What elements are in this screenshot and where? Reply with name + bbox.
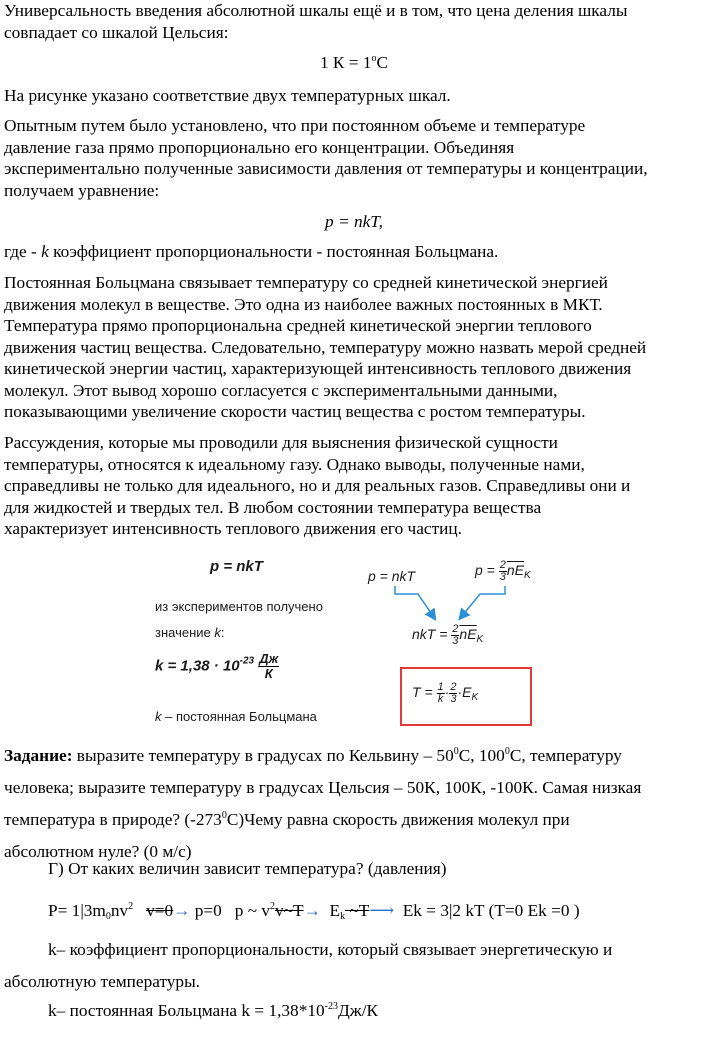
formula-figure — [150, 548, 540, 738]
figure-k-value: $k = 1,38 \cdot 10^{-23}$ $\frac{Дж}{К}$ — [155, 651, 279, 681]
figure-text-experiments: из экспериментов получено — [155, 599, 323, 614]
paragraph-experiment: Опытным путем было установлено, что при постоянном объеме и температуре давление газа прямо пропорционально его концентрации. Объединяя экспериментально полученные зависимости давления от температуры и концентрации, получаем уравнение: — [4, 116, 648, 200]
figure-right-pnkt: p = nkT — [368, 568, 416, 584]
paragraph-scales: На рисунке указано соответствие двух температурных шкал. — [4, 86, 451, 105]
arrow-icon: → — [303, 901, 321, 920]
figure-right-combined: nkT = $\frac{2}{3}$ $\overline{nE}_K$ — [412, 623, 484, 647]
text-line: совпадает со шкалой Цельсия: — [4, 22, 229, 42]
paragraph-question-g: Г) От каких величин зависит температура? (давления) — [48, 859, 447, 878]
paragraph-k-coefficient: k– коэффициент пропорциональности, который связывает энергетическую и абсолютную температуры. — [4, 940, 613, 991]
paragraph-reasoning: Рассуждения, которые мы проводили для выяснения физической сущности температуры, относятся к идеальному газу. Однако выводы, полученные нами, справедливы не только для идеального, но и для реальных газов. Справедливы они и для жидкостей и твердых тел. В любом состоянии температура вещества характеризует интенсивность теплового движения его частиц. — [4, 433, 631, 538]
arrow-icon: ⟶ — [369, 901, 395, 920]
figure-text-boltzmann: k – постоянная Больцмана — [155, 709, 317, 724]
formula-chain: $P= 1|3m_0nv^2$ v=0→ p=0 p ~ $v^2v\sim T\to E_k$ ~T⟶ Ek = 3|2 kT (T=0 Ek =0 ) — [48, 901, 580, 922]
figure-formula-pnkt: p = nkT — [210, 558, 263, 575]
paragraph-intro — [4, 0, 704, 43]
arrow-icon: → — [173, 901, 191, 920]
equation-pnkt: p = nkT, — [325, 212, 383, 231]
paragraph-task: Задание: выразите температуру в градусах по Кельвину – $50^0С$, $100^0С$, температуру человека; выразите температуру в градусах Цельсия – 50К, 100К, -100К. Самая низкая температура в природе? $(-273^0С)Чему$ равна скорость движения молекул при абсолютном нуле? (0 м/с) — [4, 746, 642, 861]
figure-right-p-energy: p = $\frac{2}{3}$ $\overline{nE}_K$ — [475, 559, 531, 583]
paragraph-k-value: k– постоянная Больцмана $k = 1,38*10^{-23}Дж/К$ — [48, 1001, 379, 1020]
text-line: Универсальность введения абсолютной шкалы ещё и в том, что цена деления шкалы — [4, 1, 628, 20]
figure-text-value: значение k: — [155, 625, 225, 640]
arrow-left — [395, 586, 433, 616]
arrow-right — [462, 586, 505, 616]
figure-result-formula: T = $\frac{1}{k}$ · $\frac{2}{3}$ $\cdot E_K$ — [412, 681, 479, 705]
paragraph-boltzmann: Постоянная Больцмана связывает температуру со средней кинетической энергией движения молекул в веществе. Это одна из наиболее важных постоянных в МКТ. Температура прямо пропорциональна средней кинетической энергии теплового движения частиц вещества. Следовательно, температуру можно назвать мерой средней кинетической энергии частиц, характеризующей интенсивность теплового движения молекул. Этот вывод хорошо согласуется с экспериментальными данными, показывающими увеличение скорости частиц вещества с ростом температуры. — [4, 273, 647, 421]
task-label: Задание: — [4, 746, 73, 765]
equation-kelvin-celsius: 1 $К = 1^оС$ — [319, 53, 389, 72]
paragraph-k-definition: где - k коэффициент пропорциональности - постоянная Больцмана. — [4, 242, 499, 261]
